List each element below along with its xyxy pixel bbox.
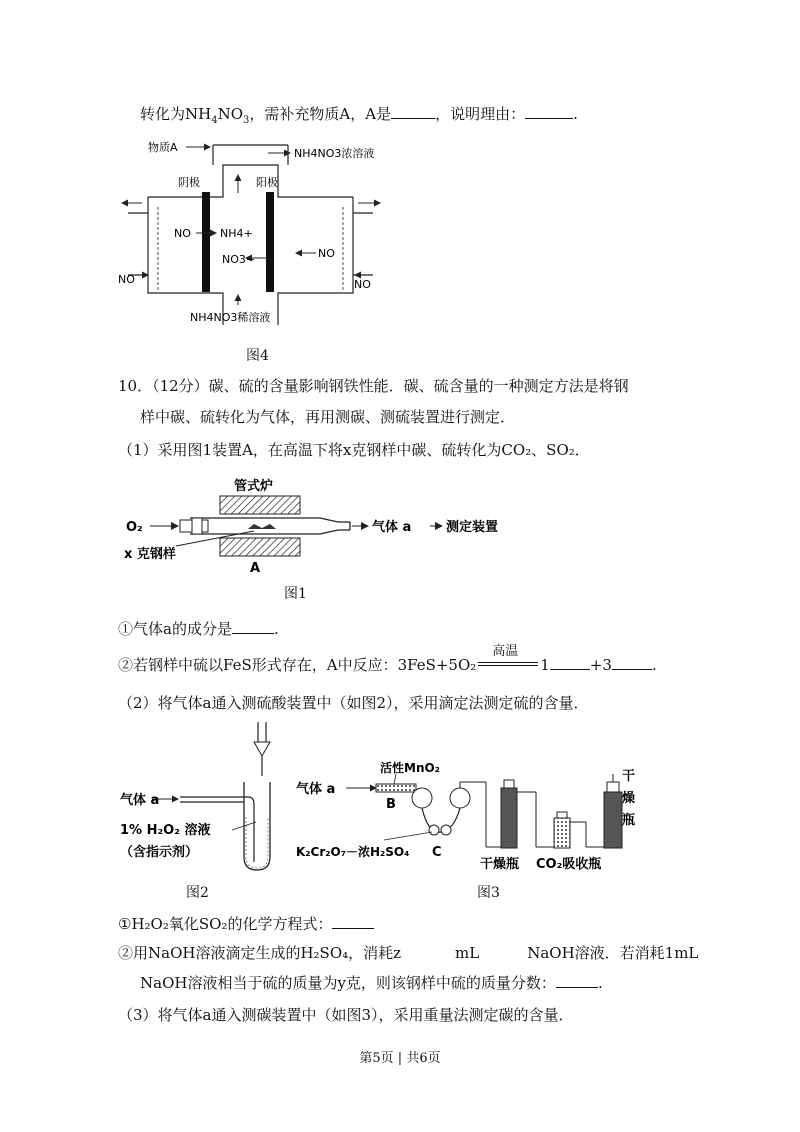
figure-1-caption: 图1: [284, 586, 307, 602]
label-drying-bottle-2: 燥: [622, 791, 636, 806]
q2-sub2: ②用NaOH溶液滴定生成的H₂SO₄，消耗z mL NaOH溶液．若消耗1mL: [118, 944, 699, 962]
label-drying-bottle-2: 瓶: [622, 813, 636, 828]
page-footer: 第5页 | 共6页: [359, 1051, 441, 1066]
answer-blank[interactable]: [232, 619, 274, 634]
label-mno2: 活性MnO₂: [380, 761, 440, 775]
label-gas-a: 气体 a: [120, 793, 160, 808]
answer-blank[interactable]: [391, 104, 435, 119]
label-k2cr2o7: K₂Cr₂O₇－浓H₂SO₄: [296, 845, 410, 859]
q2-sub2-cont: NaOH溶液相当于硫的质量为y克，则该钢样中硫的质量分数： .: [140, 974, 603, 992]
answer-blank[interactable]: [612, 655, 652, 670]
label-no-left: NO: [174, 227, 191, 240]
q1-sub2: ②若钢样中硫以FeS形式存在，A中反应：3FeS+5O₂ 高温 1 +3 .: [118, 644, 657, 674]
label-cathode: 阴极: [178, 176, 200, 189]
anode-electrode: [266, 192, 274, 292]
label-measure-device: 测定装置: [446, 520, 499, 535]
label-o2: O₂: [126, 520, 143, 535]
label-co2-absorber: CO₂吸收瓶: [536, 857, 602, 872]
q10-part1: （1）采用图1装置A，在高温下将x克钢样中碳、硫转化为CO₂、SO₂．: [118, 441, 590, 459]
q10-part2: （2）将气体a通入测硫酸装置中（如图2），采用滴定法测定硫的含量．: [118, 694, 589, 712]
intro-line: 转化为$NH_4NO_3$，需补充物质A，A是 ，说明理由： .: [140, 105, 578, 126]
label-anode: 阳极: [256, 176, 278, 189]
label-furnace: 管式炉: [234, 479, 274, 494]
label-device-a: A: [250, 561, 261, 576]
label-drying-bottle-2: 干: [622, 769, 636, 784]
label-dilute-solution: NH4NO3稀溶液: [190, 311, 271, 324]
answer-blank[interactable]: [556, 973, 598, 988]
figure-3-diagram: [296, 752, 636, 880]
q2-sub1: ①H₂O₂氧化SO₂的化学方程式：: [118, 914, 374, 934]
figure-3-caption: 图3: [477, 885, 500, 901]
answer-blank[interactable]: [525, 104, 573, 119]
label-no-inlet-right: NO: [354, 278, 371, 291]
label-gas-a: 气体 a: [372, 520, 412, 535]
q10-line2: 样中碳、硫转化为气体，再用测碳、测硫装置进行测定．: [140, 408, 516, 426]
answer-blank[interactable]: [332, 914, 374, 929]
label-concentrated-solution: NH4NO3浓溶液: [294, 147, 375, 160]
label-steel-sample: x 克钢样: [124, 547, 176, 562]
figure-4-caption: 图4: [246, 348, 269, 364]
figure-1-diagram: [120, 476, 540, 576]
label-no3: NO3−: [222, 253, 256, 266]
q1-sub1: ①气体a的成分是 .: [118, 620, 279, 638]
figure-4-diagram: [118, 135, 383, 335]
label-nh4: NH4+: [220, 227, 253, 240]
label-substance-a: 物质A: [148, 141, 178, 154]
label-c: C: [432, 845, 442, 860]
figure-2-caption: 图2: [186, 885, 209, 901]
figure-2-diagram: [120, 722, 290, 882]
label-indicator: （含指示剂）: [120, 845, 199, 860]
q10-line1: 10．（12分）碳、硫的含量影响钢铁性能．碳、硫含量的一种测定方法是将钢: [118, 377, 629, 395]
label-no-right: NO: [318, 247, 335, 260]
q10-part3: （3）将气体a通入测碳装置中（如图3），采用重量法测定碳的含量．: [118, 1006, 574, 1024]
answer-blank[interactable]: [550, 655, 590, 670]
cathode-electrode: [202, 192, 210, 292]
label-no-inlet-left: NO: [118, 273, 135, 286]
label-h2o2-solution: 1% H₂O₂ 溶液: [120, 823, 211, 838]
label-b: B: [386, 797, 396, 812]
label-gas-a: 气体 a: [296, 782, 336, 797]
label-drying-bottle: 干燥瓶: [480, 857, 520, 872]
